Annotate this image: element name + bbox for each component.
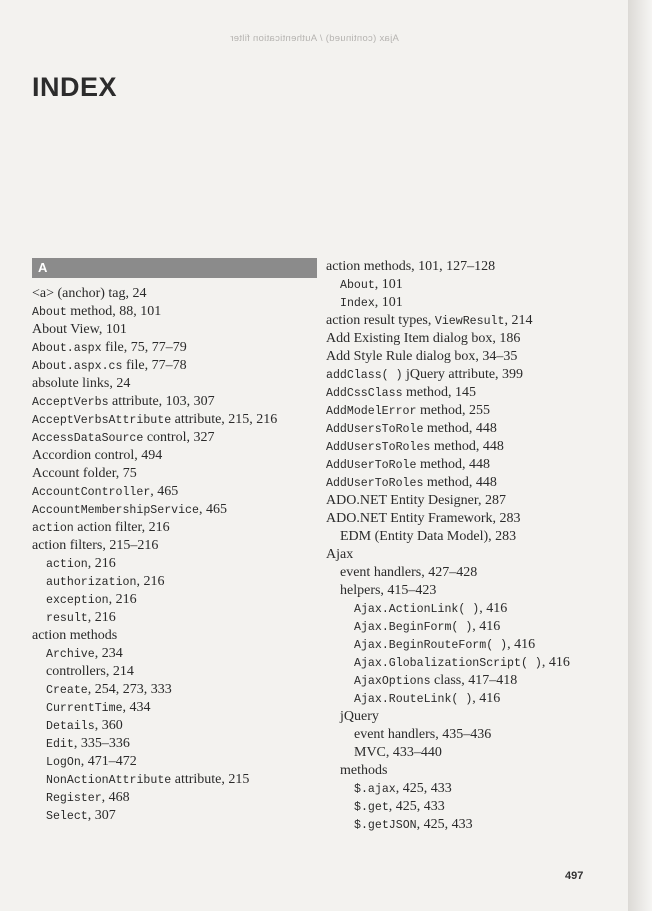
entry-text: Add Existing Item dialog box, 186 <box>326 331 521 346</box>
index-entry <box>326 708 616 726</box>
entry-text: , 101 <box>374 277 403 292</box>
index-entry <box>326 438 616 456</box>
entry-code-term: Ajax.GlobalizationScript( ) <box>354 657 542 670</box>
index-entry <box>326 456 616 474</box>
index-entry <box>32 807 322 825</box>
entry-code-term: Create <box>46 684 88 697</box>
index-entry <box>32 699 322 717</box>
entry-code-term: result <box>46 612 88 625</box>
entry-code-term: CurrentTime <box>46 702 123 715</box>
entry-code-term: Register <box>46 792 102 805</box>
entry-code-term: action <box>32 522 74 535</box>
entry-text: , 254, 273, 333 <box>87 682 172 697</box>
entry-text: , 471–472 <box>80 754 137 769</box>
entry-text: , 360 <box>94 718 123 733</box>
index-entry <box>326 672 616 690</box>
entry-text: method, 448 <box>416 457 490 472</box>
entry-code-term: About <box>340 279 375 292</box>
entry-text: jQuery <box>340 709 379 724</box>
entry-code-term: $.get <box>354 801 389 814</box>
index-entry <box>326 636 616 654</box>
entry-code-term: About.aspx.cs <box>32 360 123 373</box>
entry-text: , 468 <box>101 790 130 805</box>
entry-text: , 465 <box>198 502 227 517</box>
entry-text: , 465 <box>150 484 179 499</box>
entry-code-term: AddCssClass <box>326 387 403 400</box>
entry-code-term: Ajax.ActionLink( ) <box>354 603 480 616</box>
entry-code-term: Ajax.BeginRouteForm( ) <box>354 639 508 652</box>
index-entry <box>32 519 322 537</box>
index-entry <box>32 357 322 375</box>
index-entry <box>32 465 322 483</box>
entry-text: action filter, 216 <box>73 520 170 535</box>
index-entry <box>326 330 616 348</box>
index-entry <box>326 402 616 420</box>
entry-code-term: AccountMembershipService <box>32 504 199 517</box>
index-entry <box>326 744 616 762</box>
entry-code-term: AcceptVerbs <box>32 396 109 409</box>
entry-text: ADO.NET Entity Designer, 287 <box>326 493 506 508</box>
entry-code-term: Edit <box>46 738 74 751</box>
entry-text: , 216 <box>136 574 165 589</box>
index-entry <box>326 384 616 402</box>
index-entry <box>326 816 616 834</box>
page-number: 497 <box>565 870 584 882</box>
entry-text: , 335–336 <box>73 736 130 751</box>
index-entry <box>32 375 322 393</box>
index-entry <box>32 483 322 501</box>
entry-text: , 216 <box>87 556 116 571</box>
entry-text: , 425, 433 <box>395 781 452 796</box>
entry-text: event handlers, 435–436 <box>354 727 492 742</box>
index-entry <box>326 348 616 366</box>
index-entry <box>32 393 322 411</box>
entry-text: , 425, 433 <box>416 817 473 832</box>
entry-text: MVC, 433–440 <box>354 745 442 760</box>
entry-code-term: AddUsersToRoles <box>326 441 431 454</box>
entry-code-term: About.aspx <box>32 342 102 355</box>
entry-code-term: AccountController <box>32 486 151 499</box>
entry-code-term: Archive <box>46 648 95 661</box>
entry-text: , 101 <box>374 295 403 310</box>
entry-code-term: Select <box>46 810 88 823</box>
index-entry <box>326 798 616 816</box>
index-entry-list <box>326 258 616 834</box>
entry-code-term: action <box>46 558 88 571</box>
entry-code-term: addClass( ) <box>326 369 403 382</box>
entry-text: Accordion control, 494 <box>32 448 163 463</box>
entry-code-term: ViewResult <box>434 315 505 328</box>
entry-text: file, 75, 77–79 <box>101 340 187 355</box>
index-entry <box>32 501 322 519</box>
entry-text: method, 448 <box>430 439 504 454</box>
index-entry-list <box>32 285 322 825</box>
entry-code-term: AcceptVerbsAttribute <box>32 414 172 427</box>
entry-text: , 434 <box>122 700 151 715</box>
index-entry <box>32 645 322 663</box>
entry-code-term: Index <box>340 297 375 310</box>
entry-text: , 214 <box>504 313 533 328</box>
index-entry <box>32 573 322 591</box>
entry-text: method, 448 <box>423 421 497 436</box>
entry-text: , 307 <box>87 808 116 823</box>
entry-text: , 234 <box>94 646 123 661</box>
index-entry <box>32 429 322 447</box>
entry-text: attribute, 215, 216 <box>171 412 278 427</box>
index-entry <box>326 474 616 492</box>
entry-code-term: AddUserToRoles <box>326 477 424 490</box>
index-entry <box>326 510 616 528</box>
entry-text: ADO.NET Entity Framework, 283 <box>326 511 521 526</box>
entry-code-term: About <box>32 306 67 319</box>
entry-code-term: Ajax.BeginForm( ) <box>354 621 473 634</box>
index-entry <box>32 555 322 573</box>
index-entry <box>32 627 322 645</box>
index-entry <box>32 411 322 429</box>
entry-code-term: AddUsersToRole <box>326 423 424 436</box>
entry-code-term: AccessDataSource <box>32 432 144 445</box>
index-entry <box>32 285 322 303</box>
index-entry <box>32 609 322 627</box>
index-entry <box>326 780 616 798</box>
entry-code-term: AjaxOptions <box>354 675 431 688</box>
index-column-right <box>326 258 616 834</box>
page-title: INDEX <box>32 72 118 102</box>
index-entry <box>32 789 322 807</box>
index-entry <box>326 618 616 636</box>
entry-text: helpers, 415–423 <box>340 583 437 598</box>
index-entry <box>32 735 322 753</box>
index-entry <box>326 294 616 312</box>
adjacent-page-edge <box>628 0 652 911</box>
entry-text: methods <box>340 763 388 778</box>
index-entry <box>326 582 616 600</box>
entry-text: Account folder, 75 <box>32 466 137 481</box>
index-entry <box>32 681 322 699</box>
entry-text: , 416 <box>472 619 501 634</box>
index-entry <box>326 276 616 294</box>
index-entry <box>326 528 616 546</box>
entry-text: method, 448 <box>423 475 497 490</box>
entry-text: action filters, 215–216 <box>32 538 159 553</box>
entry-text: EDM (Entity Data Model), 283 <box>340 529 517 544</box>
index-entry <box>32 447 322 465</box>
entry-text: action methods, 101, 127–128 <box>326 259 496 274</box>
index-entry <box>326 312 616 330</box>
entry-text: , 416 <box>472 691 501 706</box>
entry-text: method, 88, 101 <box>66 304 162 319</box>
index-entry <box>32 339 322 357</box>
entry-text: jQuery attribute, 399 <box>402 367 524 382</box>
entry-text: attribute, 215 <box>171 772 250 787</box>
index-entry <box>326 762 616 780</box>
entry-code-term: AddUserToRole <box>326 459 417 472</box>
entry-text: event handlers, 427–428 <box>340 565 478 580</box>
index-entry <box>326 420 616 438</box>
entry-text: action methods <box>32 628 118 643</box>
entry-code-term: Details <box>46 720 95 733</box>
index-entry <box>32 717 322 735</box>
entry-text: , 425, 433 <box>388 799 445 814</box>
entry-text: controllers, 214 <box>46 664 134 679</box>
index-entry <box>326 546 616 564</box>
entry-text: Add Style Rule dialog box, 34–35 <box>326 349 518 364</box>
entry-text: method, 255 <box>416 403 490 418</box>
bleed-through-header: Ajax (continued) / Authentication filter <box>230 33 399 44</box>
entry-text: action result types, <box>326 313 435 328</box>
index-entry <box>32 591 322 609</box>
index-entry <box>32 303 322 321</box>
entry-code-term: exception <box>46 594 109 607</box>
entry-text: , 216 <box>108 592 137 607</box>
index-column-left <box>32 258 322 825</box>
index-entry <box>326 726 616 744</box>
entry-text: Ajax <box>326 547 354 562</box>
index-entry <box>32 771 322 789</box>
entry-code-term: NonActionAttribute <box>46 774 172 787</box>
index-entry <box>326 654 616 672</box>
entry-text: method, 145 <box>402 385 477 400</box>
entry-code-term: authorization <box>46 576 137 589</box>
entry-text: , 416 <box>507 637 536 652</box>
entry-text: <a> (anchor) tag, 24 <box>32 286 147 301</box>
index-entry <box>326 690 616 708</box>
entry-text: , 416 <box>541 655 570 670</box>
entry-code-term: LogOn <box>46 756 81 769</box>
index-entry <box>32 753 322 771</box>
section-letter-bar: A <box>32 258 317 278</box>
entry-text: absolute links, 24 <box>32 376 131 391</box>
entry-code-term: Ajax.RouteLink( ) <box>354 693 473 706</box>
entry-text: , 416 <box>479 601 508 616</box>
entry-code-term: $.getJSON <box>354 819 417 832</box>
entry-text: About View, 101 <box>32 322 127 337</box>
entry-text: class, 417–418 <box>430 673 518 688</box>
index-entry <box>32 321 322 339</box>
index-entry <box>326 564 616 582</box>
index-entry <box>32 663 322 681</box>
index-entry <box>326 366 616 384</box>
index-entry <box>326 258 616 276</box>
entry-code-term: AddModelError <box>326 405 417 418</box>
entry-code-term: $.ajax <box>354 783 396 796</box>
index-entry <box>32 537 322 555</box>
index-entry <box>326 600 616 618</box>
entry-text: , 216 <box>87 610 116 625</box>
entry-text: control, 327 <box>143 430 215 445</box>
entry-text: attribute, 103, 307 <box>108 394 215 409</box>
index-entry <box>326 492 616 510</box>
entry-text: file, 77–78 <box>122 358 187 373</box>
